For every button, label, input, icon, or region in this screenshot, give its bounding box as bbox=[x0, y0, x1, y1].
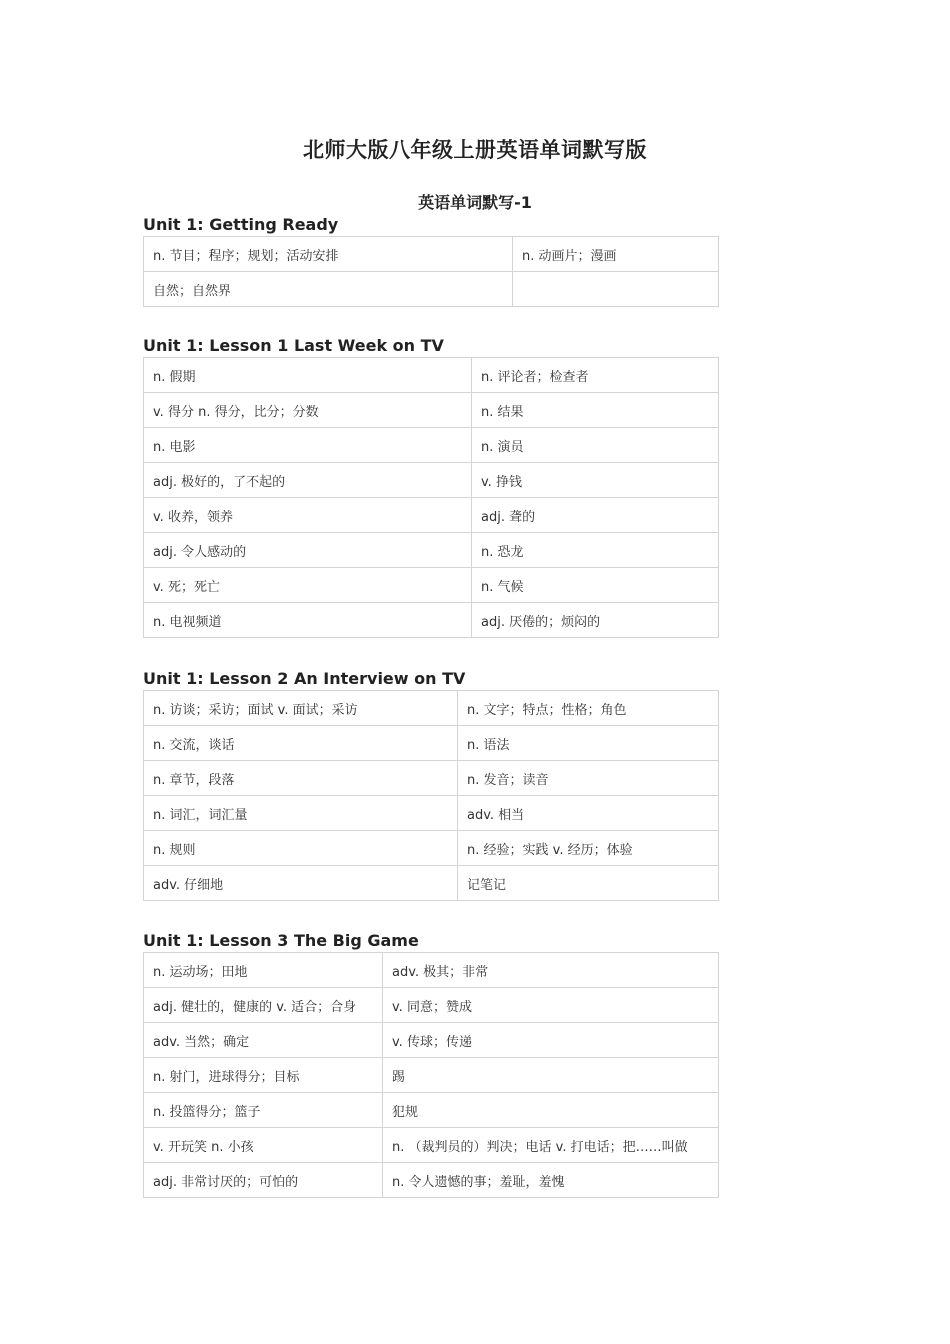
vocab-cell: n. 射门，进球得分；目标 bbox=[144, 1058, 383, 1093]
table-row bbox=[144, 831, 719, 866]
vocab-cell: v. 收养，领养 bbox=[144, 498, 472, 533]
section-lesson-2 bbox=[143, 668, 718, 901]
vocab-cell: adv. 相当 bbox=[458, 796, 719, 831]
table-row bbox=[144, 796, 719, 831]
section-lesson-1 bbox=[143, 335, 718, 638]
vocab-cell: adj. 健壮的，健康的 v. 适合；合身 bbox=[144, 988, 383, 1023]
table-row bbox=[144, 428, 719, 463]
vocab-cell: n. 投篮得分；篮子 bbox=[144, 1093, 383, 1128]
table-row bbox=[144, 393, 719, 428]
vocab-cell: n. 节目；程序；规划；活动安排 bbox=[144, 237, 513, 272]
table-row bbox=[144, 726, 719, 761]
section-lesson-3 bbox=[143, 930, 718, 1198]
section-heading: Unit 1: Lesson 2 An Interview on TV bbox=[143, 669, 466, 688]
vocab-cell: 记笔记 bbox=[458, 866, 719, 901]
section-heading: Unit 1: Getting Ready bbox=[143, 215, 339, 234]
vocab-cell: adj. 令人感动的 bbox=[144, 533, 472, 568]
vocab-table bbox=[143, 952, 719, 1198]
vocab-cell: adv. 当然；确定 bbox=[144, 1023, 383, 1058]
vocab-cell: n. 规则 bbox=[144, 831, 458, 866]
vocab-cell: n. 语法 bbox=[458, 726, 719, 761]
vocab-cell: n. 气候 bbox=[472, 568, 719, 603]
table-row bbox=[144, 761, 719, 796]
vocab-cell: 犯规 bbox=[383, 1093, 719, 1128]
table-row bbox=[144, 1023, 719, 1058]
table-row bbox=[144, 463, 719, 498]
vocab-cell: n. 令人遗憾的事；羞耻，羞愧 bbox=[383, 1163, 719, 1198]
vocab-cell: n. 恐龙 bbox=[472, 533, 719, 568]
document-subtitle: 英语单词默写-1 bbox=[418, 193, 532, 212]
table-row bbox=[144, 498, 719, 533]
vocab-cell: v. 同意；赞成 bbox=[383, 988, 719, 1023]
vocab-cell: n. 评论者；检查者 bbox=[472, 358, 719, 393]
vocab-cell: n. 词汇，词汇量 bbox=[144, 796, 458, 831]
vocab-cell: n. 访谈；采访；面试 v. 面试；采访 bbox=[144, 691, 458, 726]
vocab-cell: n. 章节，段落 bbox=[144, 761, 458, 796]
table-row bbox=[144, 1128, 719, 1163]
vocab-table bbox=[143, 236, 719, 307]
table-row bbox=[144, 533, 719, 568]
table-row bbox=[144, 988, 719, 1023]
table-row bbox=[144, 953, 719, 988]
vocab-cell: adj. 极好的，了不起的 bbox=[144, 463, 472, 498]
table-row bbox=[144, 272, 719, 307]
vocab-table bbox=[143, 690, 719, 901]
vocab-cell: adv. 极其；非常 bbox=[383, 953, 719, 988]
vocab-cell: n. 发音；读音 bbox=[458, 761, 719, 796]
table-row bbox=[144, 1163, 719, 1198]
vocab-cell: v. 挣钱 bbox=[472, 463, 719, 498]
table-row bbox=[144, 358, 719, 393]
vocab-cell: 踢 bbox=[383, 1058, 719, 1093]
vocab-cell: n. 动画片；漫画 bbox=[513, 237, 719, 272]
vocab-cell: n. 演员 bbox=[472, 428, 719, 463]
vocab-cell: n. 假期 bbox=[144, 358, 472, 393]
vocab-cell: n. 经验；实践 v. 经历；体验 bbox=[458, 831, 719, 866]
vocab-cell: n. （裁判员的）判决；电话 v. 打电话；把……叫做 bbox=[383, 1128, 719, 1163]
section-getting-ready bbox=[143, 214, 718, 307]
vocab-cell: adj. 厌倦的；烦闷的 bbox=[472, 603, 719, 638]
vocab-cell bbox=[513, 272, 719, 307]
table-row bbox=[144, 568, 719, 603]
table-row bbox=[144, 603, 719, 638]
vocab-cell: v. 死；死亡 bbox=[144, 568, 472, 603]
table-row bbox=[144, 237, 719, 272]
vocab-cell: n. 结果 bbox=[472, 393, 719, 428]
document-title: 北师大版八年级上册英语单词默写版 bbox=[303, 138, 647, 162]
vocab-cell: n. 运动场；田地 bbox=[144, 953, 383, 988]
table-row bbox=[144, 691, 719, 726]
vocab-cell: n. 电影 bbox=[144, 428, 472, 463]
vocab-cell: n. 交流，谈话 bbox=[144, 726, 458, 761]
section-heading: Unit 1: Lesson 1 Last Week on TV bbox=[143, 336, 444, 355]
section-heading: Unit 1: Lesson 3 The Big Game bbox=[143, 931, 419, 950]
vocab-cell: adv. 仔细地 bbox=[144, 866, 458, 901]
vocab-cell: v. 传球；传递 bbox=[383, 1023, 719, 1058]
vocab-cell: 自然；自然界 bbox=[144, 272, 513, 307]
table-row bbox=[144, 866, 719, 901]
vocab-cell: n. 电视频道 bbox=[144, 603, 472, 638]
vocab-cell: adj. 聋的 bbox=[472, 498, 719, 533]
vocab-cell: n. 文字；特点；性格；角色 bbox=[458, 691, 719, 726]
vocab-table bbox=[143, 357, 719, 638]
vocab-cell: adj. 非常讨厌的；可怕的 bbox=[144, 1163, 383, 1198]
vocab-cell: v. 得分 n. 得分，比分；分数 bbox=[144, 393, 472, 428]
table-row bbox=[144, 1093, 719, 1128]
table-row bbox=[144, 1058, 719, 1093]
vocab-cell: v. 开玩笑 n. 小孩 bbox=[144, 1128, 383, 1163]
